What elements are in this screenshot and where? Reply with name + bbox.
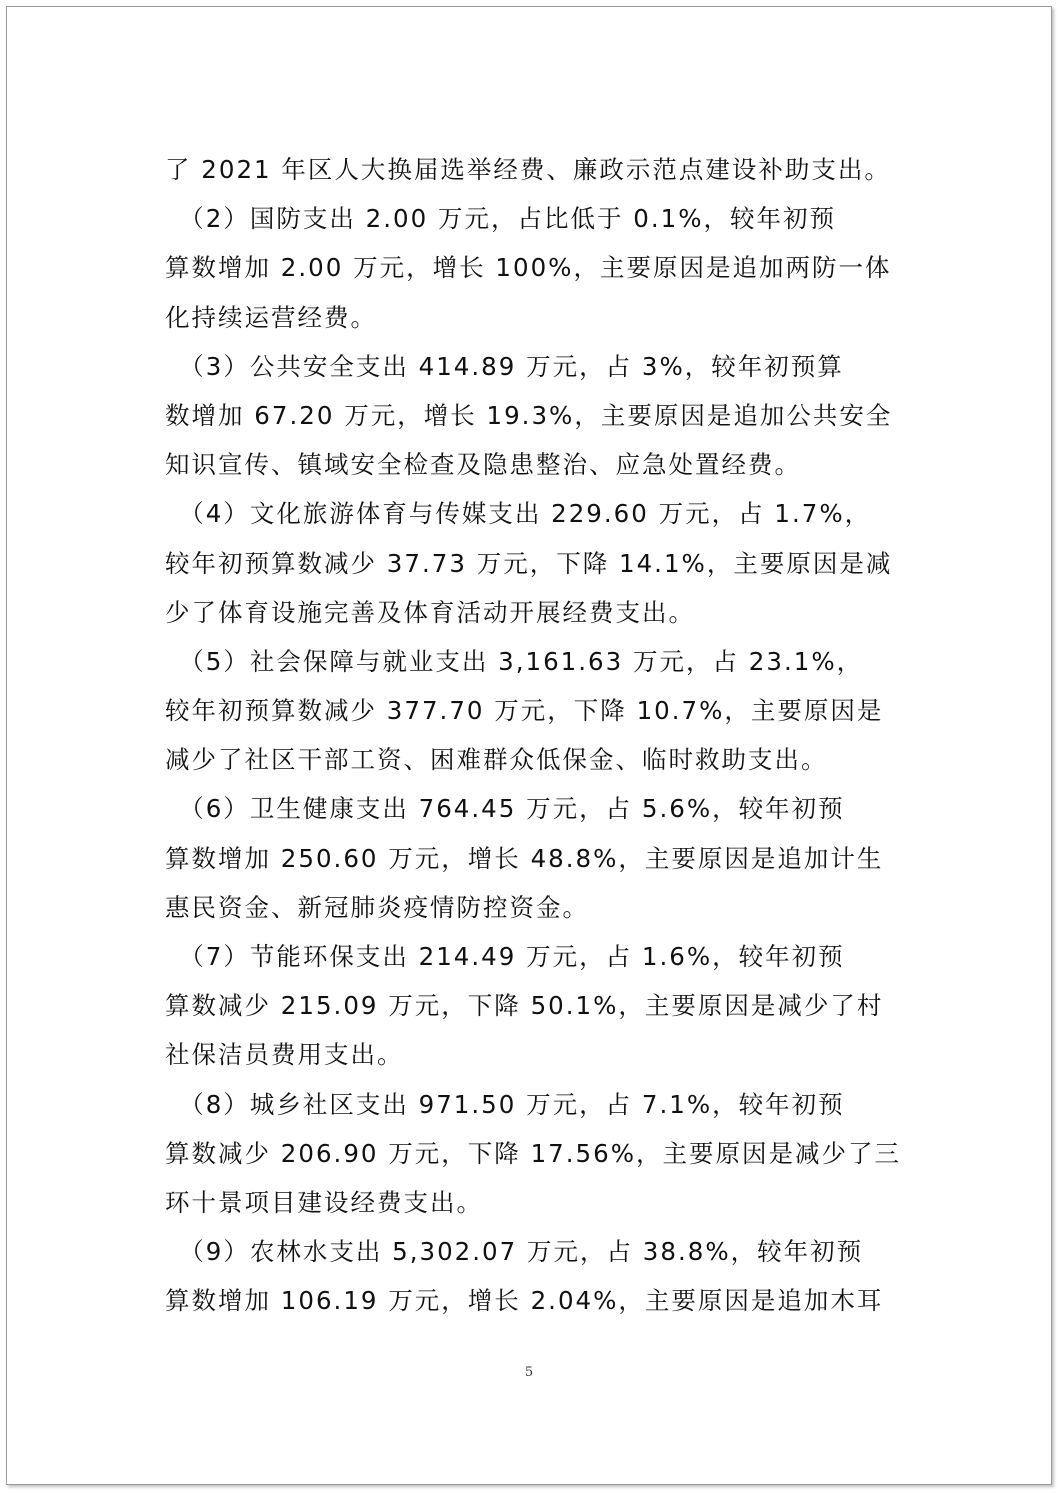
- text-line: 数增加 67.20 万元，增长 19.3%，主要原因是追加公共安全: [165, 400, 893, 430]
- document-page: [6, 6, 1052, 1485]
- text-line: （9）农林水支出 5,302.07 万元，占 38.8%，较年初预: [165, 1237, 864, 1267]
- text-line: 减少了社区干部工资、困难群众低保金、临时救助支出。: [165, 745, 828, 775]
- text-line: 少了体育设施完善及体育活动开展经费支出。: [165, 597, 695, 627]
- text-line: （7）节能环保支出 214.49 万元，占 1.6%，较年初预: [165, 942, 845, 971]
- text-line: 惠民资金、新冠肺炎疫情防控资金。: [165, 892, 589, 922]
- text-line: （4）文化旅游体育与传媒支出 229.60 万元，占 1.7%，: [165, 499, 872, 529]
- text-line: 算数增加 2.00 万元，增长 100%，主要原因是追加两防一体: [165, 253, 892, 283]
- text-line: 算数减少 206.90 万元，下降 17.56%，主要原因是减少了三: [165, 1138, 902, 1168]
- text-line: 环十景项目建设经费支出。: [165, 1187, 483, 1217]
- text-line: （3）公共安全支出 414.89 万元，占 3%，较年初预算: [165, 351, 844, 381]
- text-line: 算数减少 215.09 万元，下降 50.1%，主要原因是减少了村: [165, 991, 884, 1021]
- text-line: 社保洁员费用支出。: [165, 1040, 404, 1070]
- text-line: 知识宣传、镇域安全检查及隐患整治、应急处置经费。: [165, 450, 801, 480]
- text-line: （5）社会保障与就业支出 3,161.63 万元，占 23.1%，: [165, 646, 864, 676]
- body-text: [165, 145, 917, 1326]
- text-line: （2）国防支出 2.00 万元，占比低于 0.1%，较年初预: [165, 204, 836, 234]
- text-line: 算数增加 250.60 万元，增长 48.8%，主要原因是追加计生: [165, 843, 884, 873]
- text-line: （6）卫生健康支出 764.45 万元，占 5.6%，较年初预: [165, 794, 845, 824]
- text-line: 算数增加 106.19 万元，增长 2.04%，主要原因是追加木耳: [165, 1286, 884, 1316]
- text-line: 化持续运营经费。: [165, 302, 377, 332]
- page-number: 5: [524, 1365, 534, 1380]
- text-line: 较年初预算数减少 37.73 万元，下降 14.1%，主要原因是减: [165, 548, 893, 578]
- text-line: 较年初预算数减少 377.70 万元，下降 10.7%，主要原因是: [165, 696, 884, 726]
- text-line: （8）城乡社区支出 971.50 万元，占 7.1%，较年初预: [165, 1089, 845, 1119]
- text-line: 了 2021 年区人大换届选举经费、廉政示范点建设补助支出。: [165, 155, 891, 184]
